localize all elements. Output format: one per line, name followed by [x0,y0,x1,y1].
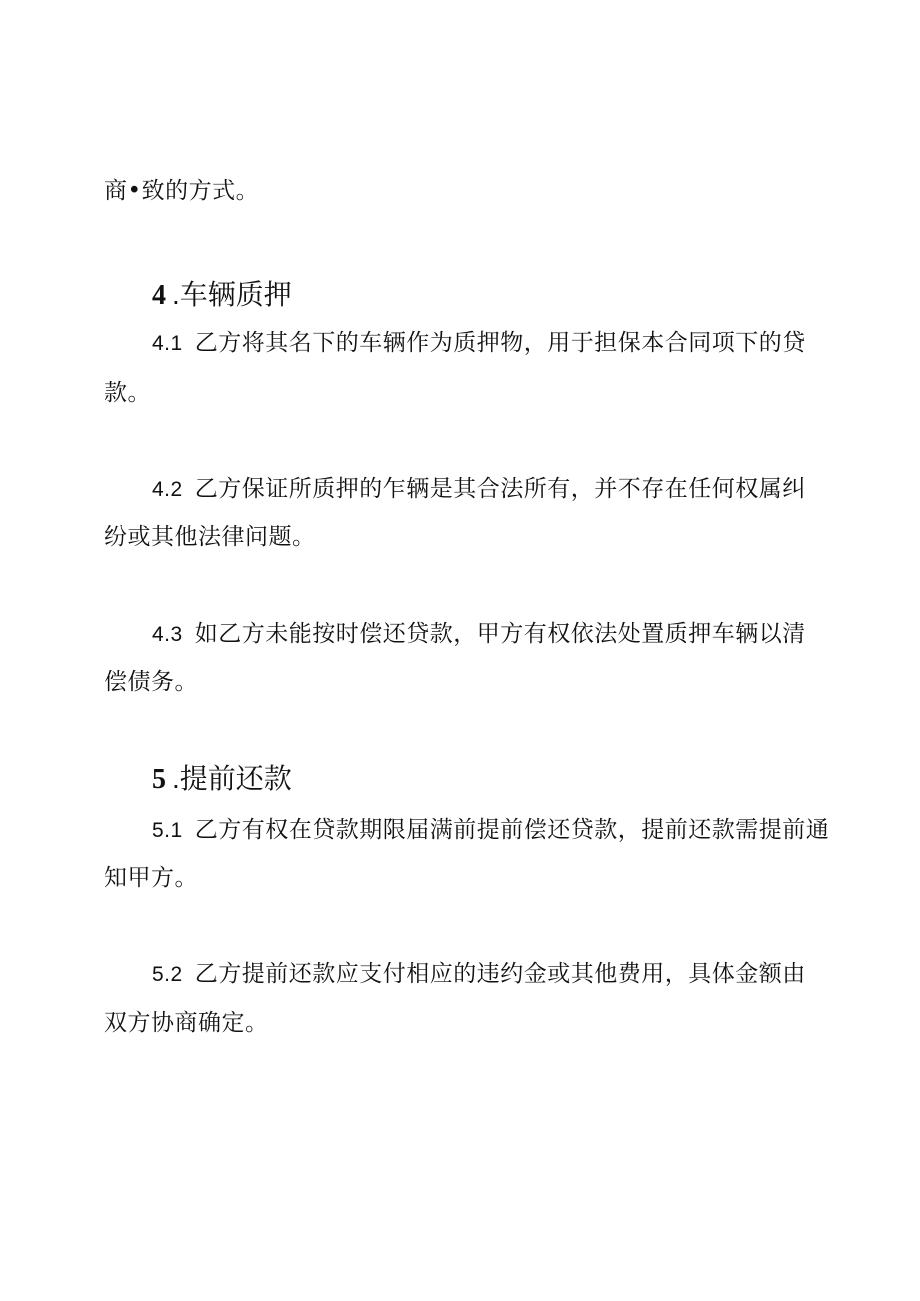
section-title: .提前还款 [172,763,292,794]
clause-text: 乙方将其名下的车辆作为质押物，用于担保本合同项下的贷 [194,330,806,356]
clause-4-1-line-1 [152,328,806,359]
clause-text: 乙方保证所质押的乍辆是其合法所有，并不存在任何权属纠 [194,476,806,502]
section-title: .车辆质押 [172,279,292,310]
section-heading-4 [152,278,292,313]
continuation-text: 商•致的方式。 [104,178,260,204]
clause-4-3-line-2: 偿债务。 [104,669,198,695]
clause-5-1-line-2: 知甲方。 [104,865,198,891]
clause-text: 乙方有权在贷款期限届满前提前偿还贷款，提前还款需提前通 [194,817,830,843]
clause-5-1-line-1 [152,815,829,846]
section-heading-5 [152,762,292,797]
clause-number: 4.1 [152,332,183,355]
clause-number: 4.3 [152,623,183,646]
clause-4-2-line-2: 纷或其他法律问题。 [104,524,316,550]
clause-4-1-line-2: 款。 [104,380,151,406]
clause-4-3-line-1 [152,619,806,650]
clause-number: 5.2 [152,963,183,986]
clause-4-2-line-1 [152,474,806,505]
clause-number: 5.1 [152,819,183,842]
section-number: 4 [152,280,166,311]
clause-5-2-line-2: 双方协商确定。 [104,1010,269,1036]
clause-number: 4.2 [152,478,183,501]
clause-5-2-line-1 [152,959,806,990]
clause-text: 如乙方未能按时偿还贷款，甲方有权依法处置质押车辆以清 [194,621,806,647]
clause-text: 乙方提前还款应支付相应的违约金或其他费用，具体金额由 [194,961,806,987]
section-number: 5 [152,764,166,795]
